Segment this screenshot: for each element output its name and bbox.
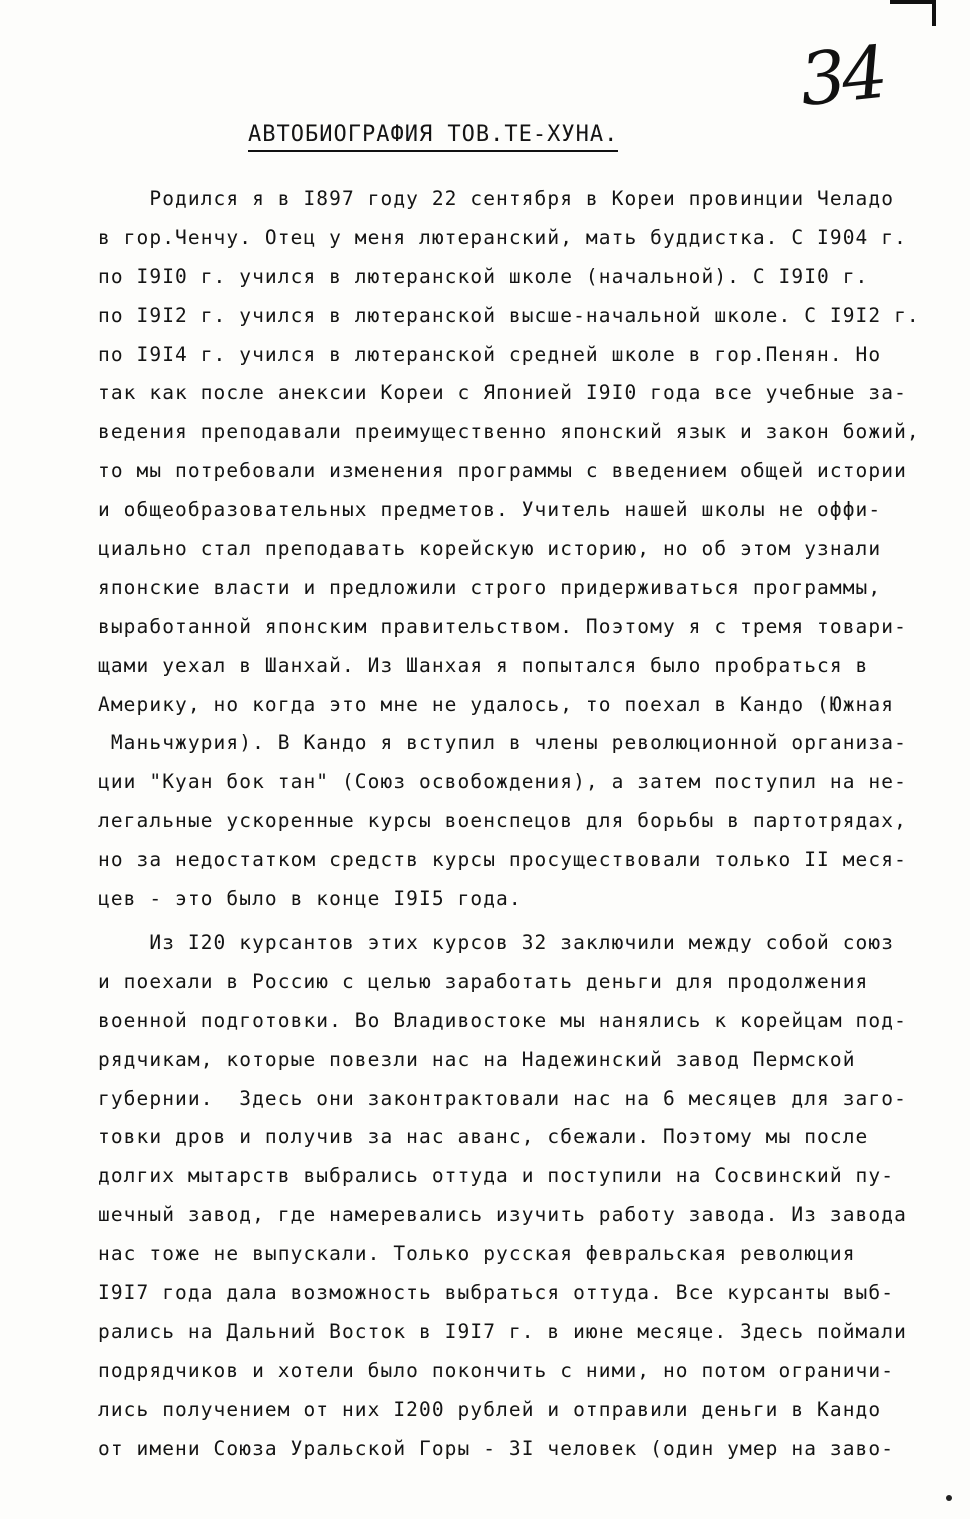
text-line: рались на Дальний Восток в I9I7 г. в июне месяце. Здесь поймали: [98, 1319, 907, 1343]
text-line: I9I7 года дала возможность выбраться оттуда. Все курсанты выб-: [98, 1281, 895, 1305]
text-line: ции "Куан бок тан" (Союз освобождения), а затем поступил на не-: [98, 770, 907, 794]
text-line: то мы потребовали изменения программы с введением общей истории: [98, 459, 907, 483]
paragraph-2: [98, 924, 907, 1468]
text-line: щами уехал в Шанхай. Из Шанхая я попытался было пробраться в: [98, 653, 869, 677]
text-line: ведения преподавали преимущественно японский язык и закон божий,: [98, 420, 920, 444]
text-line: и поехали в Россию с целью заработать деньги для продолжения: [98, 969, 869, 993]
text-line: подрядчиков и хотели было покончить с ними, но потом ограничи-: [98, 1358, 895, 1382]
text-line: цев - это было в конце I9I5 года.: [98, 887, 522, 911]
text-line: в гор.Ченчу. Отец у меня лютеранский, мать буддистка. С I904 г.: [98, 225, 907, 249]
text-line: и общеобразовательных предметов. Учитель нашей школы не оффи-: [98, 498, 882, 522]
text-line: Маньчжурия). В Кандо я вступил в члены революционной организа-: [98, 731, 907, 755]
text-line: нас тоже не выпускали. Только русская февральская революция: [98, 1242, 856, 1266]
text-line: по I9I0 г. учился в лютеранской школе (начальной). С I9I0 г.: [98, 264, 869, 288]
document-title: АВТОБИОГРАФИЯ ТОВ.ТЕ-ХУНА.: [248, 122, 618, 152]
text-line: лись получением от них I200 рублей и отправили деньги в Кандо: [98, 1397, 882, 1421]
corner-bracket-mark: [890, 0, 936, 26]
paragraph-1: [98, 180, 920, 919]
text-line: легальные ускоренные курсы военспецов для борьбы в партотрядах,: [98, 809, 907, 833]
text-line: рядчикам, которые повезли нас на Надежинский завод Пермской: [98, 1047, 856, 1071]
text-line: выработанной японским правительством. Поэтому я с тремя товари-: [98, 614, 907, 638]
text-line: так как после анексии Кореи с Японией I9I0 года все учебные за-: [98, 381, 907, 405]
text-line: циально стал преподавать корейскую историю, но об этом узнали: [98, 537, 882, 561]
ink-speck: [946, 1495, 952, 1501]
text-line: товки дров и получив за нас аванс, сбежали. Поэтому мы после: [98, 1125, 869, 1149]
text-line: Родился я в I897 году 22 сентября в Кореи провинции Челадо: [98, 187, 895, 210]
text-line: по I9I4 г. учился в лютеранской средней школе в гор.Пенян. Но: [98, 342, 882, 366]
text-line: по I9I2 г. учился в лютеранской высше-начальной школе. С I9I2 г.: [98, 303, 920, 327]
text-line: долгих мытарств выбрались оттуда и поступили на Сосвинский пу-: [98, 1164, 895, 1188]
text-line: японские власти и предложили строго придерживаться программы,: [98, 575, 882, 599]
text-line: от имени Союза Уральской Горы - 3I человек (один умер на заво-: [98, 1436, 895, 1460]
handwritten-page-number: 34: [795, 29, 888, 123]
text-line: военной подготовки. Во Владивостоке мы нанялись к корейцам под-: [98, 1008, 907, 1032]
text-line: шечный завод, где намеревались изучить работу завода. Из завода: [98, 1203, 907, 1227]
text-line: Из I20 курсантов этих курсов 32 заключили между собой союз: [98, 931, 895, 954]
text-line: но за недостатком средств курсы просуществовали только II меся-: [98, 848, 907, 872]
text-line: Америку, но когда это мне не удалось, то поехал в Кандо (Южная: [98, 692, 895, 716]
text-line: губернии. Здесь они законтрактовали нас на 6 месяцев для заго-: [98, 1086, 907, 1110]
